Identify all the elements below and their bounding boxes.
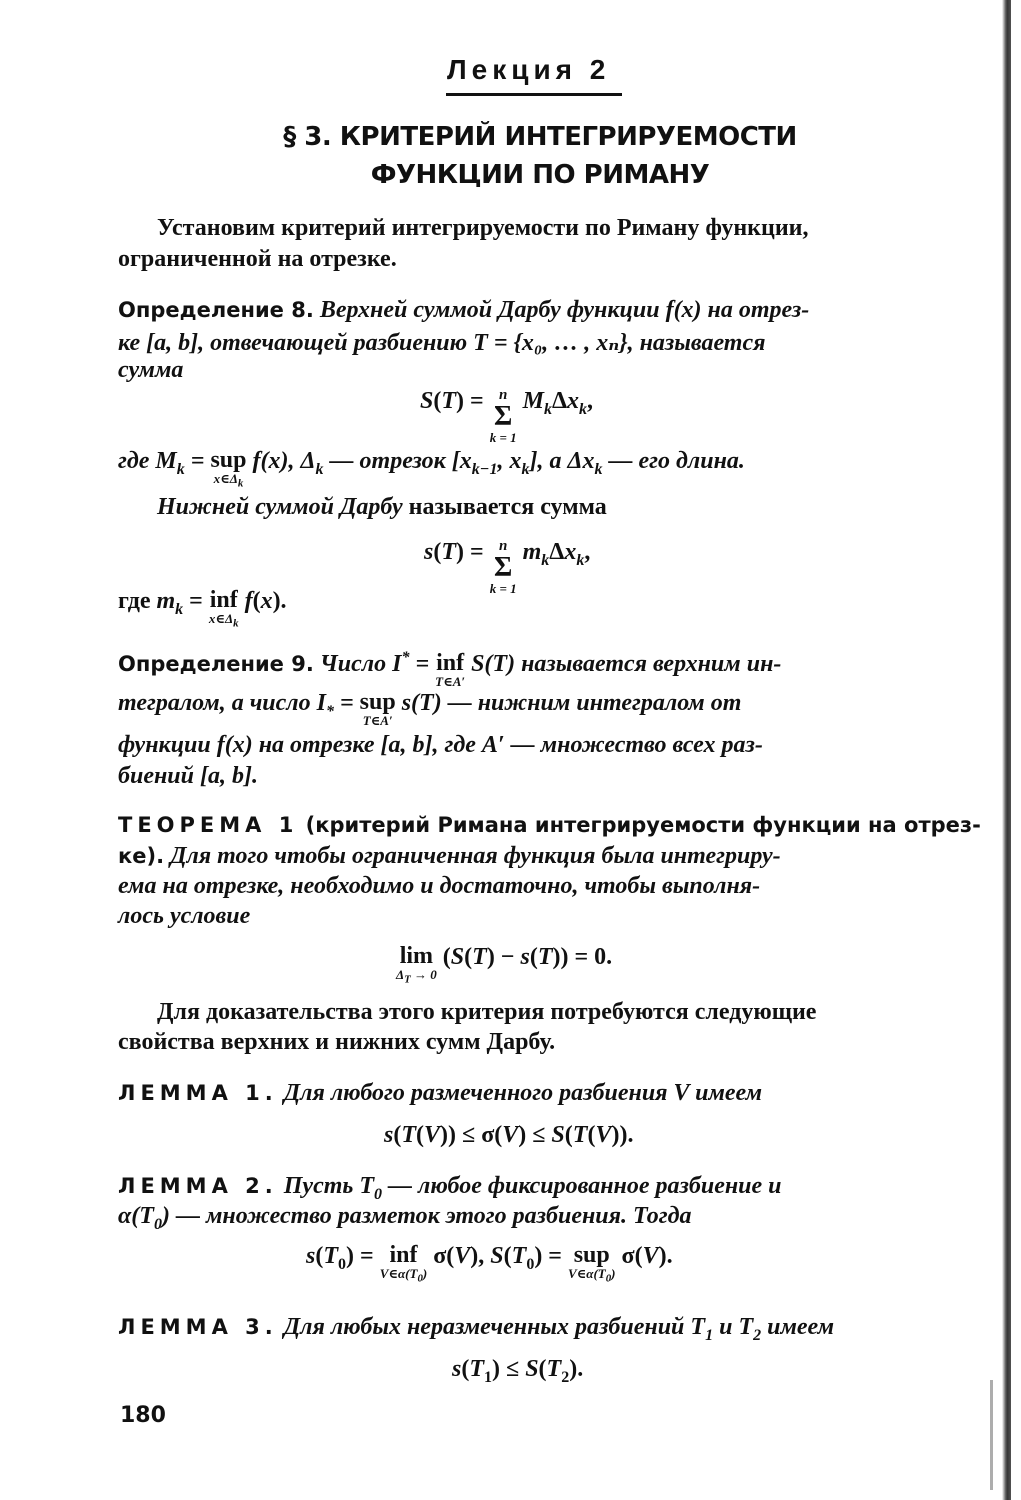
definition-9-line1: Определение 9. Число I* = inf T∈A′ S(T) называется верхним ин- [118,649,782,689]
definition-9-line2: тегралом, а число $I_*$ = sup T∈A′ s(T) — нижним интегралом от [118,689,742,728]
definition-8-where-line: где $M_k$ = sup $x\in\Delta_k$ f(x), $\Delta_k$ — отрезок [$x_{k-1}$, $x_k$], а $\Delta x_k$ — его длина. [118,447,745,490]
theorem-1-line4: лось условие [118,903,251,929]
lower-sum-line: Нижней суммой Дарбу называется сумма [157,494,607,520]
theorem-1-line1: ТЕОРЕМА 1 (критерий Римана интегрируемости функции на отрез- [118,813,981,837]
lemma-3-label: ЛЕММА 3. [118,1315,278,1339]
formula-lemma-1: s(T(V)) ≤ σ(V) ≤ S(T(V)). [384,1122,634,1148]
section-title-line1: § 3. КРИТЕРИЙ ИНТЕГРИРУЕМОСТИ [283,122,797,152]
proof-intro-line1: Для доказательства этого критерия потребуются следующие [157,999,817,1025]
lecture-title: Лекция 2 [447,54,611,85]
theorem-1-line2: ке). Для того чтобы ограниченная функция была интегриру- [118,843,781,869]
definition-9-line4: биений [a, b]. [118,763,258,789]
theorem-1-line3: ема на отрезке, необходимо и достаточно, чтобы выполня- [118,873,761,899]
intro-line2: ограниченной на отрезке. [118,246,397,272]
definition-8-line3: сумма [118,357,184,383]
definition-8-line2: ке [a, b], отвечающей разбиению T = {x₀, … , xₙ}, называется [118,330,766,356]
definition-9-line3: функции f(x) на отрезке [a, b], где A′ — множество всех раз- [118,732,763,758]
lemma-1-line: ЛЕММА 1. Для любого размеченного разбиения V имеем [118,1080,763,1106]
lower-sum-term: Нижней суммой Дарбу [157,494,403,520]
lower-sum-where-line: где $m_k$ = inf $x\in\Delta_k$ f(x). [118,587,287,630]
intro-line1: Установим критерий интегрируемости по Риману функции, [157,215,809,241]
lecture-title-underline [446,93,622,96]
formula-lemma-3: $s(T_1) \le S(T_2)$. [452,1356,584,1386]
lemma-3-line: ЛЕММА 3. Для любых неразмеченных разбиений $T_1$ и $T_2$ имеем [118,1314,835,1344]
definition-8-label: Определение 8. [118,298,314,322]
formula-riemann-criterion: lim $\Delta_T \to 0$ (S(T) − s(T)) = 0. [396,943,613,986]
lemma-2-label: ЛЕММА 2. [118,1174,278,1198]
scan-edge-shadow [1002,0,1011,1500]
scan-edge-mark [990,1380,993,1490]
definition-8-line1: Определение 8. Верхней суммой Дарбу функции f(x) на отрез- [118,297,810,323]
lemma-1-label: ЛЕММА 1. [118,1081,278,1105]
theorem-1-label: ТЕОРЕМА 1 [118,813,299,837]
definition-9-label: Определение 9. [118,652,314,676]
lemma-2-line2: $\alpha(T_0)$ — множество разметок этого разбиения. Тогда [118,1203,692,1233]
proof-intro-line2: свойства верхних и нижних сумм Дарбу. [118,1029,556,1055]
page-number: 180 [120,1403,166,1428]
formula-lower-darboux-sum: s(T) = n Σ k = 1 $m_k\Delta x_k$, [424,538,591,596]
formula-upper-darboux-sum: S(T) = n Σ k = 1 $M_k\Delta x_k$, [420,387,594,445]
section-title-line2: ФУНКЦИИ ПО РИМАНУ [370,160,710,190]
formula-lemma-2: $s(T_0)$ = inf $V\in\alpha(T_0)$ σ(V), $S(T_0)$ = sup $V\in\alpha(T_0)$ σ(V). [306,1242,673,1285]
lemma-2-line1: ЛЕММА 2. Пусть $T_0$ — любое фиксированное разбиение и [118,1173,782,1203]
